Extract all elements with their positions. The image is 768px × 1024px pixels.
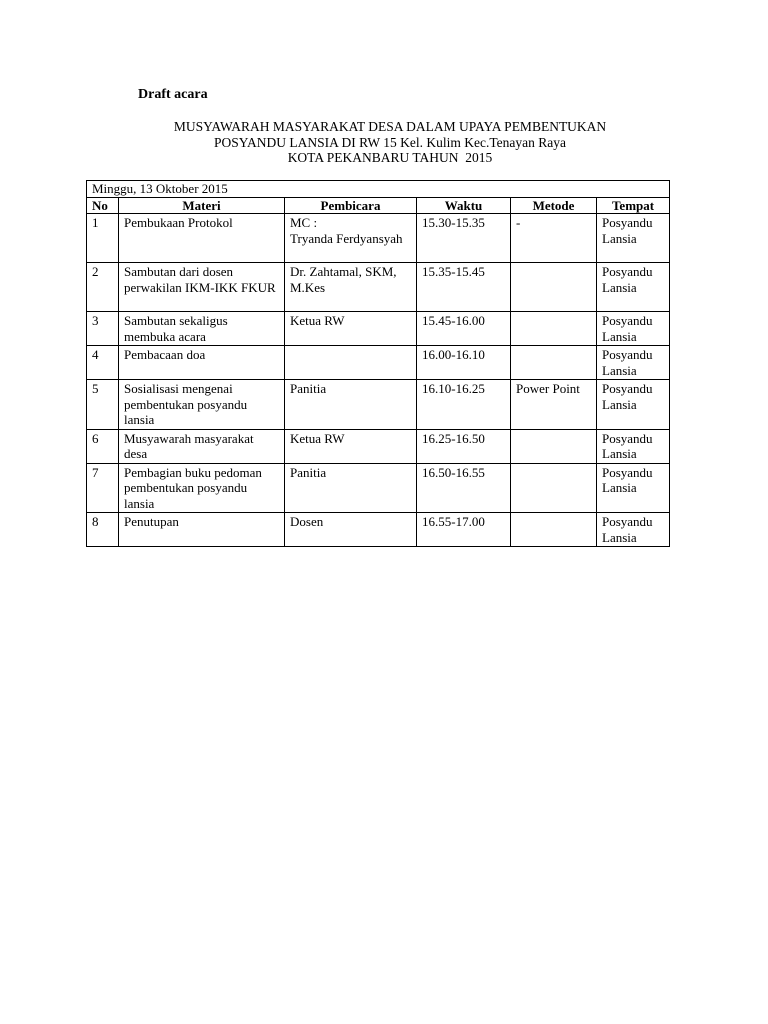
cell-tempat: Posyandu Lansia [597,263,670,312]
cell-waktu: 16.25-16.50 [417,429,511,463]
cell-no: 4 [87,346,119,380]
cell-no: 1 [87,214,119,263]
column-header-materi: Materi [119,197,285,214]
cell-no: 7 [87,463,119,513]
table-row [87,214,670,263]
cell-tempat: Posyandu Lansia [597,312,670,346]
column-header-pembicara: Pembicara [285,197,417,214]
cell-tempat: Posyandu Lansia [597,346,670,380]
cell-pembicara: Dr. Zahtamal, SKM, M.Kes [285,263,417,312]
cell-waktu: 15.45-16.00 [417,312,511,346]
table-row [87,312,670,346]
cell-pembicara: Ketua RW [285,312,417,346]
table-row [87,429,670,463]
cell-pembicara: Ketua RW [285,429,417,463]
date-row [87,181,670,198]
cell-tempat: Posyandu Lansia [597,429,670,463]
cell-materi: Sambutan sekaligus membuka acara [119,312,285,346]
cell-materi: Sosialisasi mengenai pembentukan posyandu lansia [119,380,285,430]
cell-metode [511,513,597,547]
cell-tempat: Posyandu Lansia [597,463,670,513]
cell-waktu: 15.30-15.35 [417,214,511,263]
cell-pembicara [285,346,417,380]
table-row [87,346,670,380]
column-header-row [87,197,670,214]
cell-materi: Pembukaan Protokol [119,214,285,263]
cell-materi: Sambutan dari dosen perwakilan IKM-IKK FKUR [119,263,285,312]
heading-line-1: MUSYAWARAH MASYARAKAT DESA DALAM UPAYA PEMBENTUKAN [173,119,607,134]
cell-pembicara: Panitia [285,380,417,430]
draft-title: Draft acara [138,87,208,102]
cell-waktu: 16.10-16.25 [417,380,511,430]
cell-pembicara: Dosen [285,513,417,547]
cell-waktu: 16.55-17.00 [417,513,511,547]
schedule-table [86,180,670,547]
cell-no: 6 [87,429,119,463]
cell-metode [511,312,597,346]
cell-metode [511,463,597,513]
cell-tempat: Posyandu Lansia [597,214,670,263]
column-header-metode: Metode [511,197,597,214]
cell-metode [511,429,597,463]
column-header-no: No [87,197,119,214]
cell-pembicara: Panitia [285,463,417,513]
cell-metode: - [511,214,597,263]
cell-metode [511,263,597,312]
table-row [87,263,670,312]
cell-materi: Pembagian buku pedoman pembentukan posyandu lansia [119,463,285,513]
cell-waktu: 15.35-15.45 [417,263,511,312]
column-header-waktu: Waktu [417,197,511,214]
table-row [87,513,670,547]
cell-waktu: 16.50-16.55 [417,463,511,513]
cell-materi: Penutupan [119,513,285,547]
table-row [87,463,670,513]
cell-materi: Pembacaan doa [119,346,285,380]
date-header: Minggu, 13 Oktober 2015 [87,181,670,198]
cell-no: 8 [87,513,119,547]
heading-line-3: KOTA PEKANBARU TAHUN 2015 [287,150,493,165]
table-row [87,380,670,430]
cell-tempat: Posyandu Lansia [597,380,670,430]
cell-no: 2 [87,263,119,312]
cell-metode: Power Point [511,380,597,430]
cell-materi: Musyawarah masyarakat desa [119,429,285,463]
cell-metode [511,346,597,380]
column-header-tempat: Tempat [597,197,670,214]
cell-no: 3 [87,312,119,346]
cell-tempat: Posyandu Lansia [597,513,670,547]
heading-line-2: POSYANDU LANSIA DI RW 15 Kel. Kulim Kec.Tenayan Raya [213,134,566,150]
cell-no: 5 [87,380,119,430]
document-heading [86,119,694,166]
cell-pembicara: MC : Tryanda Ferdyansyah [285,214,417,263]
cell-waktu: 16.00-16.10 [417,346,511,380]
